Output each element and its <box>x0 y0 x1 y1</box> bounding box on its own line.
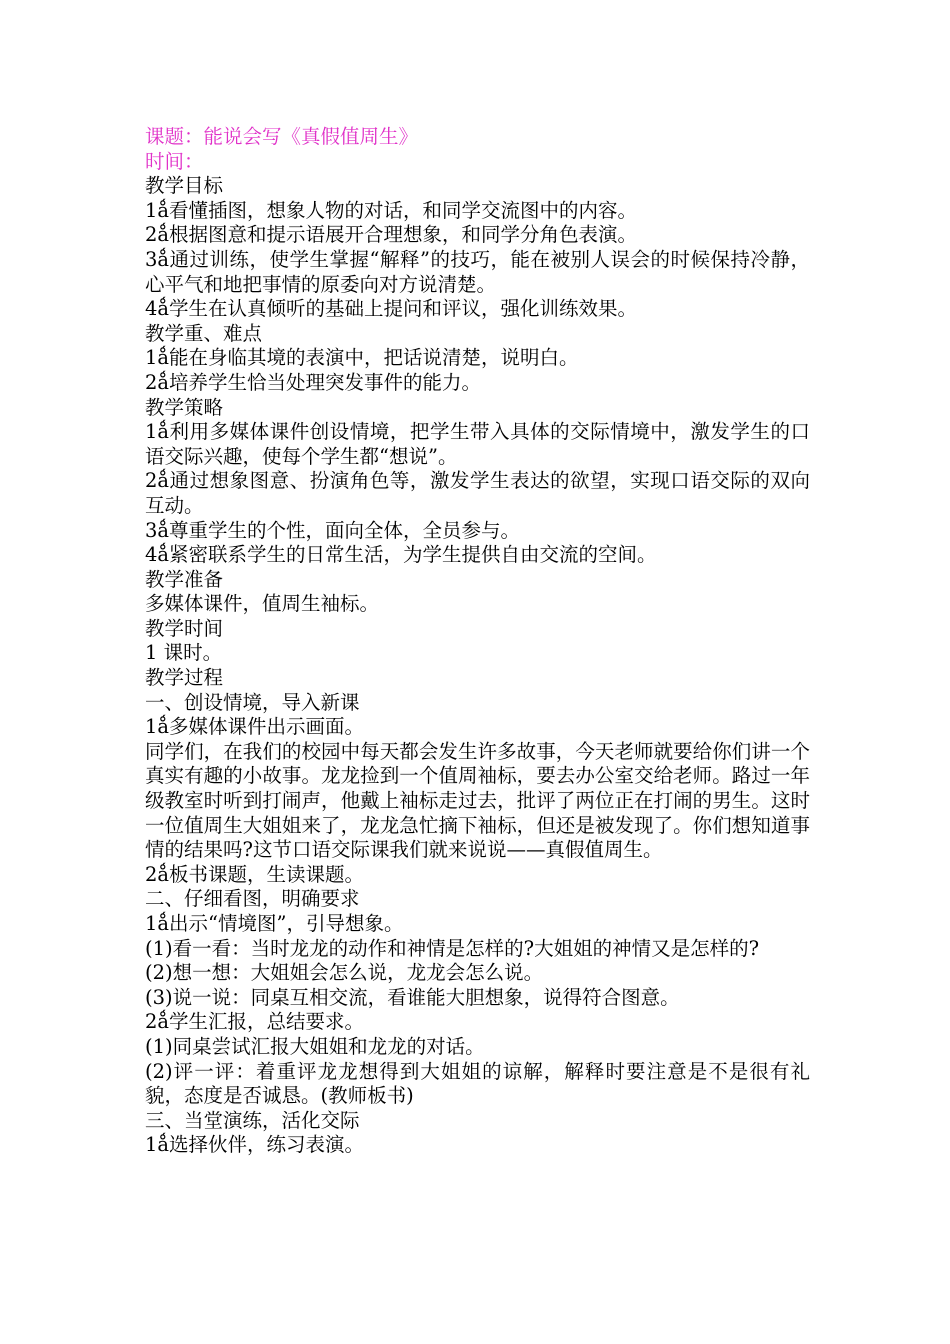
process-step-heading: 二、仔细看图，明确要求 <box>145 887 360 911</box>
process-subitem: (3)说一说：同桌互相交流，看谁能大胆想象，说得符合图意。 <box>145 985 680 1009</box>
key-point-item: 1ǻ能在身临其境的表演中，把话说清楚，说明白。 <box>145 346 579 370</box>
strategy-item: 1ǻ利用多媒体课件创设情境，把学生带入具体的交际情境中，激发学生的口语交际兴趣，使每个学生都“想说”。 <box>145 420 810 468</box>
section-heading-process: 教学过程 <box>145 666 224 690</box>
section-heading-strategy: 教学策略 <box>145 395 224 419</box>
strategy-item: 4ǻ紧密联系学生的日常生活，为学生提供自由交流的空间。 <box>145 543 657 567</box>
story-paragraph: 同学们，在我们的校园中每天都会发生许多故事，今天老师就要给你们讲一个真实有趣的小故事。龙龙捡到一个值周袖标，要去办公室交给老师。路过一年级教室时听到打闹声，他戴上袖标走过去，批评了两位正在打闹的男生。这时一位值周生大姐姐来了，龙龙急忙摘下袖标，但还是被发现了。你们想知道事情的结果吗?这节口语交际课我们就来说说——真假值周生。 <box>145 739 810 862</box>
process-subitem: (2)评一评：着重评龙龙想得到大姐姐的谅解，解释时要注意是不是很有礼貌，态度是否诚恳。(教师板书) <box>145 1059 810 1108</box>
process-subitem: (1)看一看：当时龙龙的动作和神情是怎样的?大姐姐的神情又是怎样的? <box>145 936 760 960</box>
process-step-heading: 一、创设情境，导入新课 <box>145 690 360 714</box>
process-item: 2ǻ学生汇报，总结要求。 <box>145 1010 365 1034</box>
process-item: 1ǻ多媒体课件出示画面。 <box>145 715 365 739</box>
document-page <box>145 125 810 1158</box>
lesson-title: 课题：能说会写《真假值周生》 <box>145 125 419 148</box>
objective-item: 4ǻ学生在认真倾听的基础上提问和评议，强化训练效果。 <box>145 297 638 321</box>
process-item: 1ǻ选择伙伴，练习表演。 <box>145 1133 365 1157</box>
objective-item: 3ǻ通过训练，使学生掌握“解释”的技巧，能在被别人误会的时候保持冷静，心平气和地把事情的原委向对方说清楚。 <box>145 247 810 296</box>
strategy-item: 3ǻ尊重学生的个性，面向全体，全员参与。 <box>145 518 521 542</box>
section-heading-duration: 教学时间 <box>145 616 224 640</box>
objective-item: 2ǻ根据图意和提示语展开合理想象，和同学分角色表演。 <box>145 223 638 247</box>
preparation-text: 多媒体课件，值周生袖标。 <box>145 592 380 616</box>
process-item: 2ǻ板书课题，生读课题。 <box>145 862 365 886</box>
section-heading-key-points: 教学重、难点 <box>145 321 263 345</box>
lesson-time: 时间： <box>145 149 204 173</box>
duration-text: 1 课时。 <box>145 641 223 665</box>
strategy-item: 2ǻ通过想象图意、扮演角色等，激发学生表达的欲望，实现口语交际的双向互动。 <box>145 469 810 517</box>
objective-item: 1ǻ看懂插图，想象人物的对话，和同学交流图中的内容。 <box>145 198 638 222</box>
section-heading-objectives: 教学目标 <box>145 174 224 198</box>
process-subitem: (2)想一想：大姐姐会怎么说，龙龙会怎么说。 <box>145 961 544 985</box>
key-point-item: 2ǻ培养学生恰当处理突发事件的能力。 <box>145 370 482 394</box>
process-subitem: (1)同桌尝试汇报大姐姐和龙龙的对话。 <box>145 1034 485 1058</box>
process-step-heading: 三、当堂演练，活化交际 <box>145 1108 360 1132</box>
section-heading-preparation: 教学准备 <box>145 567 224 591</box>
process-item: 1ǻ出示“情境图”，引导想象。 <box>145 912 404 935</box>
